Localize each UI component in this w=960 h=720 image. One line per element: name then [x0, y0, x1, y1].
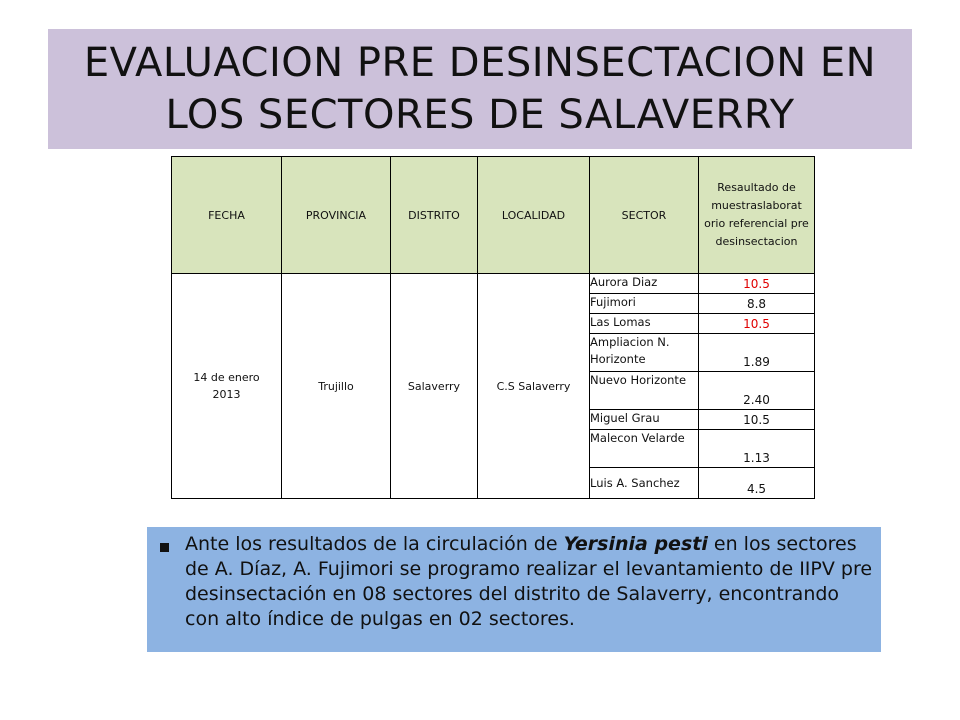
summary-species: Yersinia pesti — [563, 533, 708, 555]
cell-sector: Fujimori — [590, 294, 699, 314]
title-line-1: EVALUACION PRE DESINSECTACION EN — [83, 40, 877, 86]
cell-sector: Malecon Velarde — [590, 430, 699, 468]
page-title — [48, 37, 912, 141]
summary-text-start: Ante los resultados de la circulación de — [185, 533, 564, 555]
header-fecha: FECHA — [172, 157, 282, 274]
results-table — [171, 156, 815, 499]
cell-value: 1.13 — [699, 430, 815, 468]
title-banner — [48, 29, 912, 149]
cell-value: 1.89 — [699, 334, 815, 372]
cell-value: 10.5 — [699, 314, 815, 334]
cell-value: 2.40 — [699, 372, 815, 410]
summary-text-end: en los sectores de A. Díaz, A. Fujimori se programo realizar el levantamiento de IIPV pre desinsectación en 08 sectores del distrito de Salaverry, encontrando con alto índice de pulgas en 02 sectores. — [185, 533, 873, 630]
header-localidad: LOCALIDAD — [478, 157, 590, 274]
cell-sector: Las Lomas — [590, 314, 699, 334]
title-line-2: LOS SECTORES DE SALAVERRY — [165, 92, 795, 138]
cell-value: 4.5 — [699, 468, 815, 499]
square-bullet-icon — [160, 543, 169, 552]
cell-sector: Nuevo Horizonte — [590, 372, 699, 410]
cell-value: 8.8 — [699, 294, 815, 314]
cell-value: 10.5 — [699, 410, 815, 430]
table-header-row — [172, 157, 815, 274]
cell-value: 10.5 — [699, 274, 815, 294]
header-sector: SECTOR — [590, 157, 699, 274]
cell-distrito: Salaverry — [391, 274, 478, 499]
summary-box — [147, 527, 881, 652]
header-provincia: PROVINCIA — [282, 157, 391, 274]
cell-sector: Ampliacion N. Horizonte — [590, 334, 699, 372]
header-resultado: Resaultado de muestraslaborat orio referencial pre desinsectacion — [699, 157, 815, 274]
header-distrito: DISTRITO — [391, 157, 478, 274]
summary-text — [185, 532, 875, 632]
cell-sector: Miguel Grau — [590, 410, 699, 430]
cell-fecha: 14 de enero 2013 — [172, 274, 282, 499]
cell-provincia: Trujillo — [282, 274, 391, 499]
cell-sector: Luis A. Sanchez — [590, 468, 699, 499]
cell-sector: Aurora Diaz — [590, 274, 699, 294]
cell-localidad: C.S Salaverry — [478, 274, 590, 499]
table-row — [172, 274, 815, 294]
